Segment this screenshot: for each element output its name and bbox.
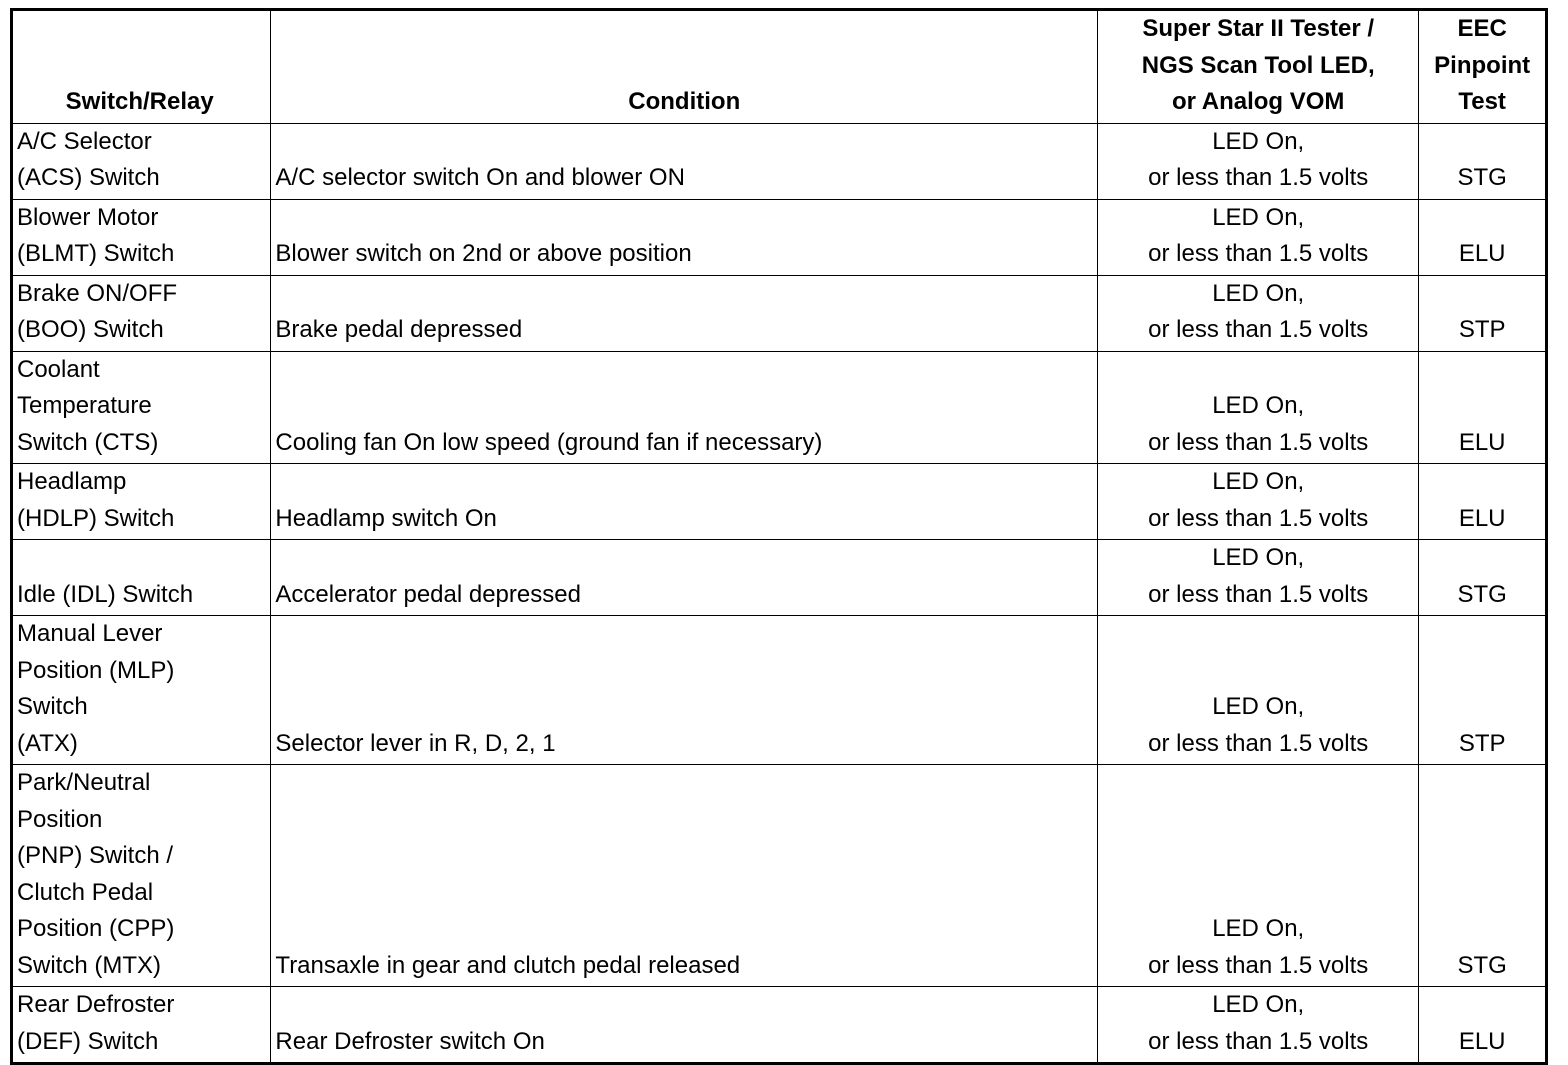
- tester-result-cell: [1098, 464, 1419, 540]
- switch-relay-line: Position: [17, 805, 103, 833]
- switch-relay-line: Brake ON/OFF: [17, 279, 178, 307]
- switch-relay-line: Idle (IDL) Switch: [17, 580, 194, 608]
- table-row: [12, 123, 1547, 199]
- tester-result-line: or less than 1.5 volts: [1148, 729, 1369, 757]
- condition-cell: A/C selector switch On and blower ON: [271, 123, 1098, 199]
- switch-relay-line: Coolant: [17, 355, 100, 383]
- switch-relay-line: Position (MLP): [17, 656, 175, 684]
- tester-result-line: LED On,: [1212, 392, 1305, 419]
- header-tester-line: Super Star II Tester /: [1142, 15, 1375, 42]
- switch-relay-cell: [12, 464, 271, 540]
- switch-relay-line: Temperature: [17, 392, 152, 419]
- tester-result-cell: [1098, 616, 1419, 765]
- eec-pinpoint-test-cell: STG: [1419, 540, 1547, 616]
- header-switch-relay-line: Switch/Relay: [65, 88, 214, 115]
- switch-relay-cell: [12, 765, 271, 987]
- eec-pinpoint-test-cell: ELU: [1419, 464, 1547, 540]
- tester-result-line: or less than 1.5 volts: [1148, 240, 1369, 267]
- table-row: [12, 987, 1547, 1064]
- header-condition-line: Condition: [628, 88, 741, 115]
- header-tester-line: NGS Scan Tool LED,: [1141, 51, 1375, 79]
- switch-relay-cell: [12, 199, 271, 275]
- tester-result-cell: [1098, 351, 1419, 464]
- switch-relay-line: Switch: [17, 693, 88, 720]
- tester-result-line: LED On,: [1212, 544, 1305, 571]
- switch-relay-line: Manual Lever: [17, 620, 163, 647]
- eec-pinpoint-test-cell: STP: [1419, 616, 1547, 765]
- table-row: [12, 540, 1547, 616]
- tester-result-line: or less than 1.5 volts: [1148, 1027, 1369, 1055]
- condition-cell: Transaxle in gear and clutch pedal released: [271, 765, 1098, 987]
- switch-relay-line: (ATX): [17, 729, 78, 757]
- tester-result-line: or less than 1.5 volts: [1148, 428, 1369, 456]
- switch-relay-line: Headlamp: [17, 468, 127, 495]
- switch-relay-line: (BOO) Switch: [17, 316, 164, 343]
- header-eec-pinpoint-test-line: Pinpoint: [1434, 51, 1531, 79]
- header-eec-pinpoint-test-line: EEC: [1457, 15, 1507, 42]
- tester-result-line: or less than 1.5 volts: [1148, 164, 1369, 191]
- eec-pinpoint-test-cell: STG: [1419, 765, 1547, 987]
- tester-result-cell: [1098, 275, 1419, 351]
- switch-relay-cell: [12, 540, 271, 616]
- condition-cell: Accelerator pedal depressed: [271, 540, 1098, 616]
- switch-relay-line: Park/Neutral: [17, 769, 151, 796]
- switch-relay-line: Switch (CTS): [17, 428, 159, 456]
- tester-result-cell: [1098, 199, 1419, 275]
- switch-relay-line: Rear Defroster: [17, 991, 175, 1018]
- header-condition: [271, 10, 1098, 124]
- tester-result-line: LED On,: [1212, 693, 1305, 720]
- tester-result-line: LED On,: [1212, 203, 1305, 231]
- condition-cell: Selector lever in R, D, 2, 1: [271, 616, 1098, 765]
- tester-result-cell: [1098, 540, 1419, 616]
- table-row: [12, 464, 1547, 540]
- header-eec-pinpoint-test-line: Test: [1458, 88, 1506, 115]
- switch-relay-cell: [12, 351, 271, 464]
- switch-relay-line: A/C Selector: [17, 127, 152, 155]
- switch-relay-line: (HDLP) Switch: [17, 504, 175, 532]
- tester-result-line: or less than 1.5 volts: [1148, 951, 1369, 979]
- tester-result-cell: [1098, 123, 1419, 199]
- tester-result-line: LED On,: [1212, 468, 1305, 495]
- table-row: [12, 765, 1547, 987]
- eec-pinpoint-test-cell: STG: [1419, 123, 1547, 199]
- condition-cell: Blower switch on 2nd or above position: [271, 199, 1098, 275]
- header-switch-relay: [12, 10, 271, 124]
- switch-relay-line: Position (CPP): [17, 915, 175, 942]
- table-row: [12, 351, 1547, 464]
- table-row: [12, 275, 1547, 351]
- tester-result-line: or less than 1.5 volts: [1148, 316, 1369, 343]
- tester-result-line: or less than 1.5 volts: [1148, 580, 1369, 608]
- tester-result-line: LED On,: [1212, 915, 1305, 942]
- switch-relay-table: [10, 8, 1548, 1065]
- eec-pinpoint-test-cell: ELU: [1419, 351, 1547, 464]
- tester-result-line: LED On,: [1212, 991, 1305, 1018]
- condition-cell: Rear Defroster switch On: [271, 987, 1098, 1064]
- tester-result-line: LED On,: [1212, 279, 1305, 307]
- header-eec-pinpoint-test: [1419, 10, 1547, 124]
- header-tester-line: or Analog VOM: [1171, 88, 1345, 115]
- tester-result-cell: [1098, 987, 1419, 1064]
- condition-cell: Headlamp switch On: [271, 464, 1098, 540]
- switch-relay-cell: [12, 123, 271, 199]
- switch-relay-cell: [12, 275, 271, 351]
- eec-pinpoint-test-cell: ELU: [1419, 987, 1547, 1064]
- table-row: [12, 199, 1547, 275]
- switch-relay-line: (PNP) Switch /: [17, 842, 174, 869]
- header-row: [12, 10, 1547, 124]
- eec-pinpoint-test-cell: ELU: [1419, 199, 1547, 275]
- switch-relay-line: Blower Motor: [17, 203, 159, 231]
- tester-result-line: LED On,: [1212, 127, 1305, 155]
- switch-relay-cell: [12, 616, 271, 765]
- eec-pinpoint-test-cell: STP: [1419, 275, 1547, 351]
- table-row: [12, 616, 1547, 765]
- switch-relay-line: (ACS) Switch: [17, 164, 160, 191]
- switch-relay-line: (DEF) Switch: [17, 1027, 159, 1055]
- header-tester: [1098, 10, 1419, 124]
- condition-cell: Cooling fan On low speed (ground fan if necessary): [271, 351, 1098, 464]
- switch-relay-line: Clutch Pedal: [17, 878, 154, 906]
- switch-relay-line: Switch (MTX): [17, 951, 161, 979]
- switch-relay-cell: [12, 987, 271, 1064]
- switch-relay-line: (BLMT) Switch: [17, 240, 175, 267]
- tester-result-cell: [1098, 765, 1419, 987]
- table-body: [12, 123, 1547, 1064]
- tester-result-line: or less than 1.5 volts: [1148, 504, 1369, 532]
- condition-cell: Brake pedal depressed: [271, 275, 1098, 351]
